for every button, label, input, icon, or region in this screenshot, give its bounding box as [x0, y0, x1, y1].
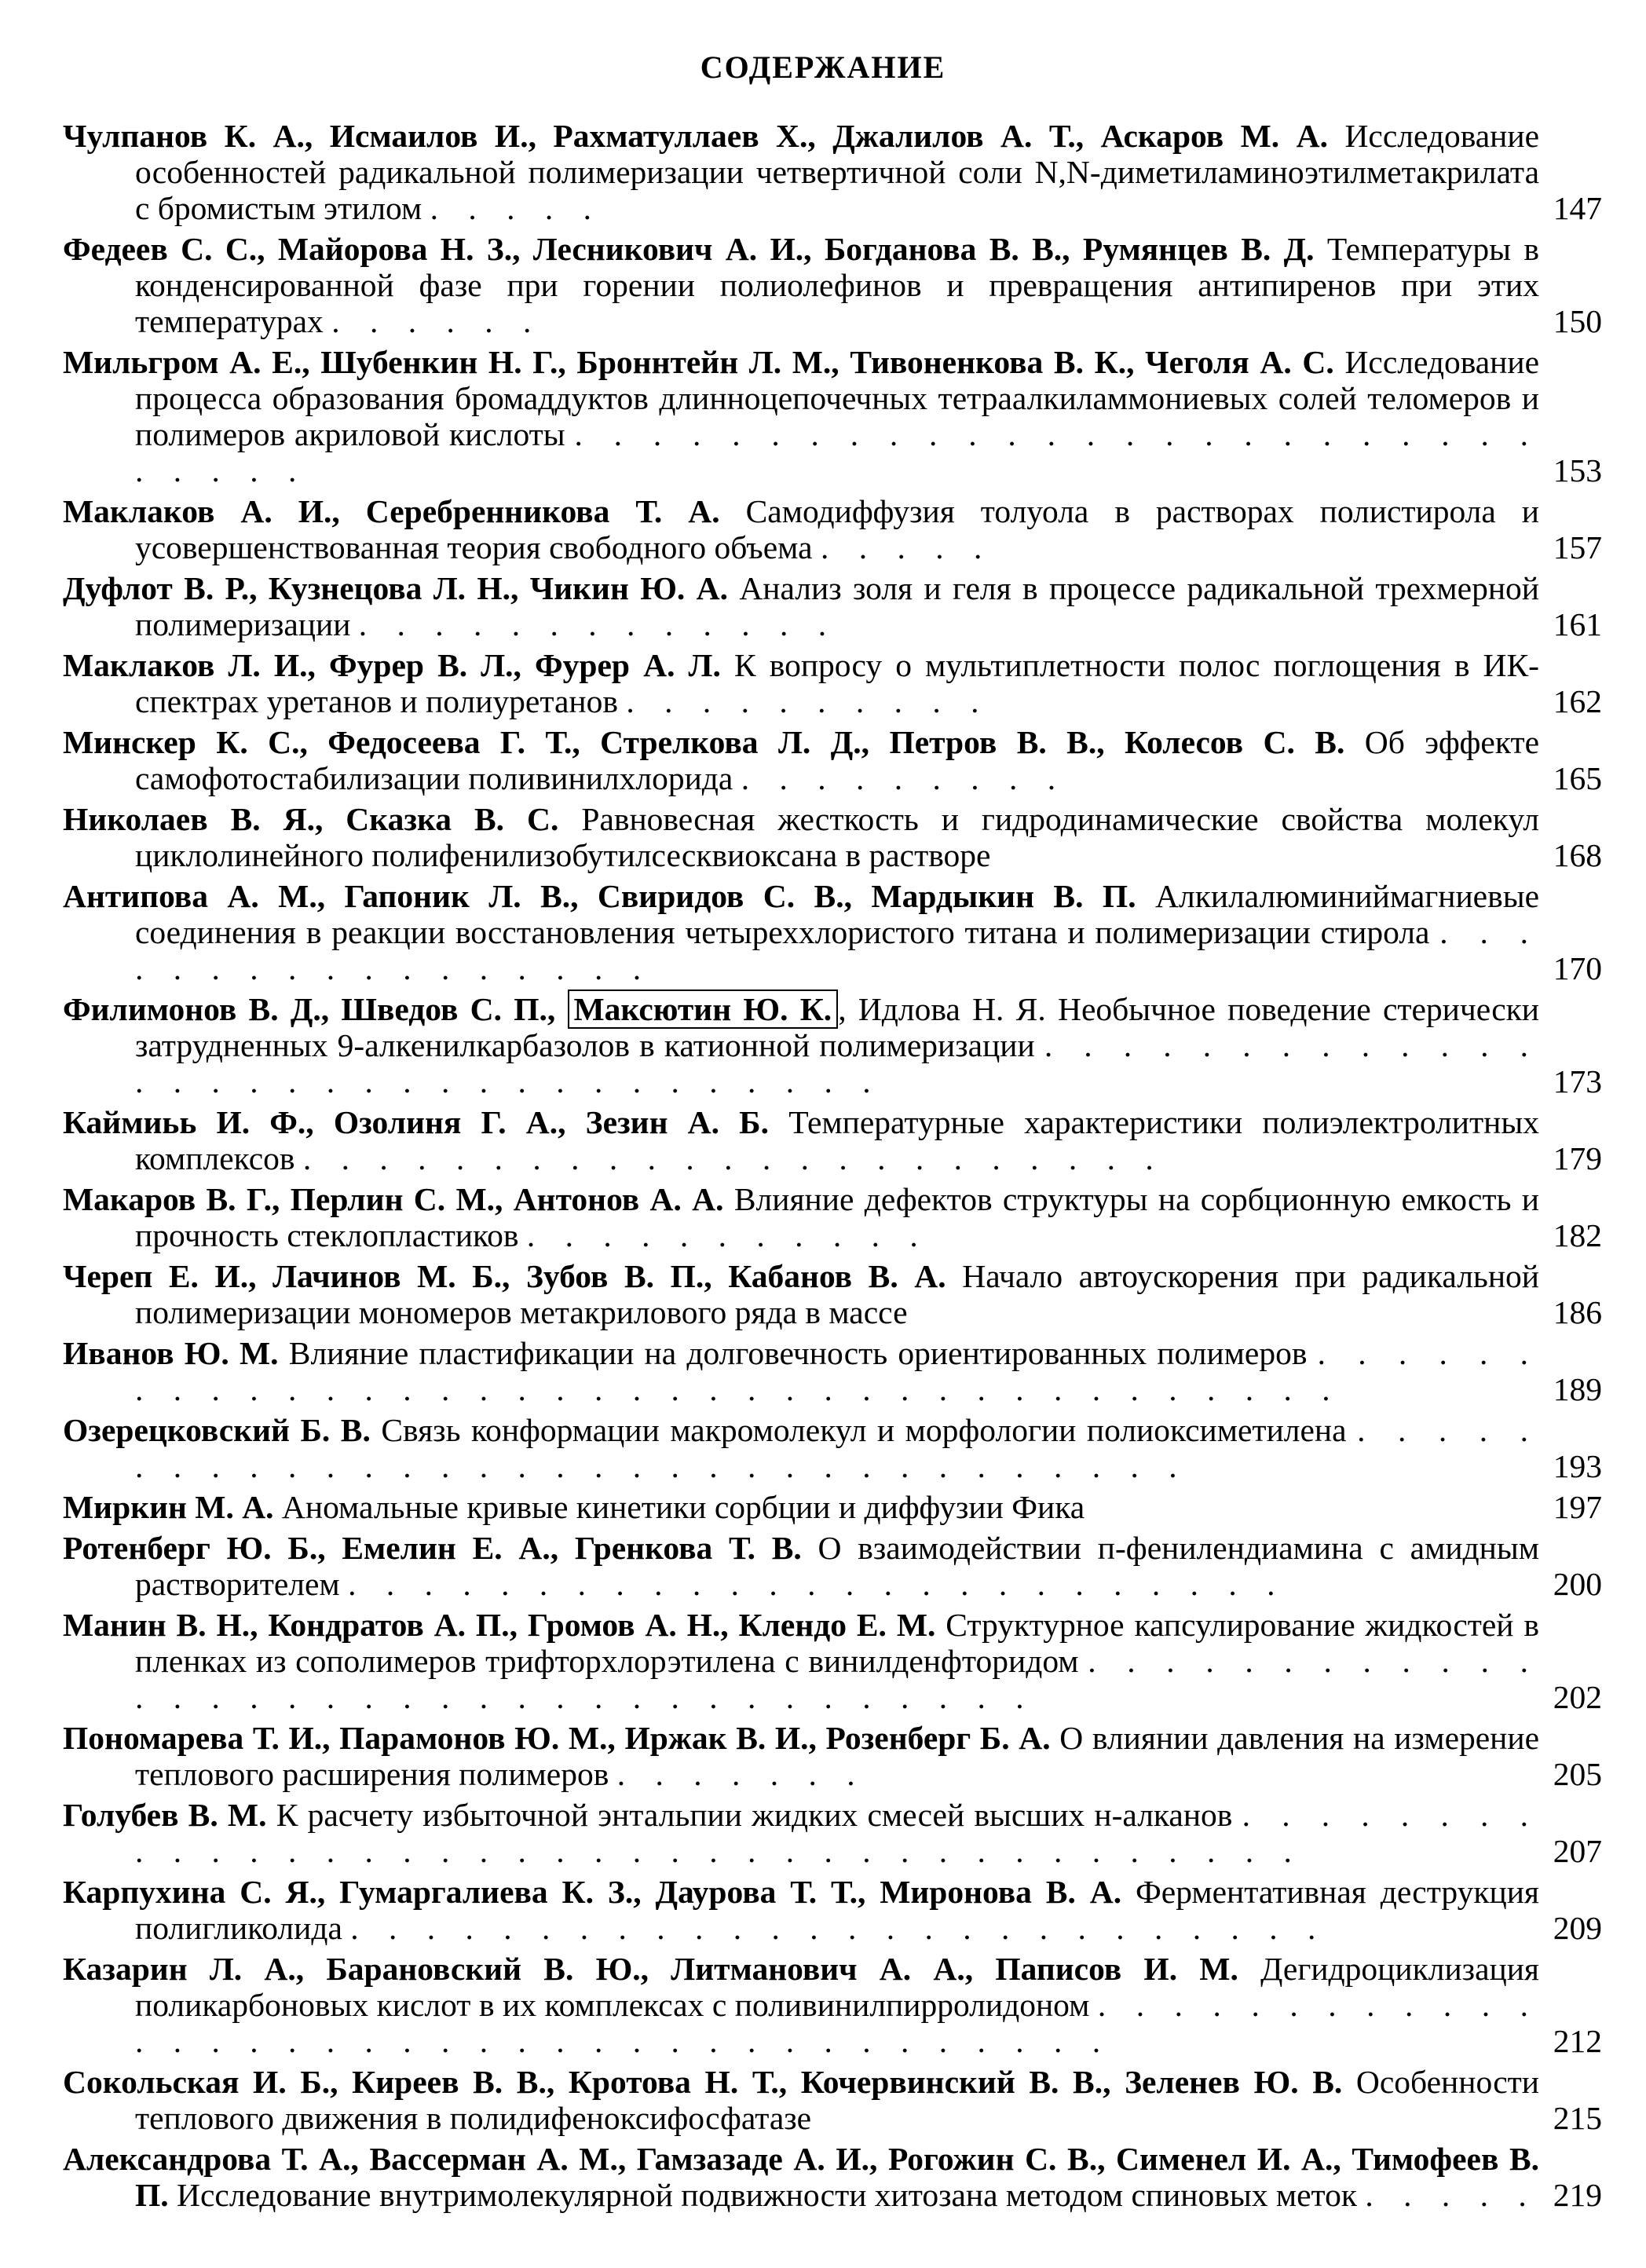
toc-entry-text: [63, 1412, 1539, 1484]
entry-title: Необычное поведение стерически затрудненных 9-алкенилкарбазолов в катионной полимеризации: [135, 991, 1540, 1063]
leader-dots: . . . . . . . . . . . . .: [358, 606, 838, 642]
toc-entry: [63, 1181, 1602, 1253]
entry-page-number: 215: [1553, 2100, 1602, 2136]
entry-page-number: 168: [1553, 837, 1602, 873]
toc-entry: [63, 1951, 1602, 2059]
entry-authors: Филимонов В. Д., Шведов С. П.,: [63, 991, 556, 1027]
leader-dots: . . . . .: [430, 190, 603, 226]
entry-page-number: 173: [1553, 1063, 1602, 1099]
entry-page-number: 157: [1553, 529, 1602, 565]
entry-title: Алкилалюминиймагниевые соединения в реакции восстановления четыреххлористого титана и полимеризации стирола: [135, 878, 1539, 950]
entry-title: Исследование процесса образования бромаддуктов длинноцепочечных тетраалкиламмониевых солей теломеров и полимеров акриловой кислоты: [135, 344, 1539, 452]
leader-dots: . . . . . . . . . . . . . . . . . . . . . . . . . .: [350, 1910, 1327, 1946]
toc-entry: [63, 493, 1602, 565]
entry-authors: Казарин Л. А., Барановский В. Ю., Литманович А. А., Паписов И. М.: [63, 1951, 1238, 1987]
toc-entry: [63, 1412, 1602, 1484]
entry-page-number: 161: [1553, 606, 1602, 642]
entry-page-number: 209: [1553, 1910, 1602, 1946]
entry-title: Исследование особенностей радикальной полимеризации четвертичной соли N,N-диметиламиноэтилметакрилата с бромистым этилом: [135, 118, 1539, 226]
toc-entry-text: [63, 231, 1539, 339]
toc-list: [63, 118, 1602, 2218]
entry-authors: Маклаков А. И., Серебренникова Т. А.: [63, 493, 720, 529]
entry-title: О взаимодействии п-фенилендиамина с амидным растворителем: [135, 1530, 1540, 1602]
toc-entry: [63, 2141, 1602, 2213]
toc-entry-text: [63, 344, 1539, 488]
toc-entry-text: [63, 1720, 1539, 1792]
toc-entry: [63, 801, 1602, 873]
toc-entry: [63, 118, 1602, 226]
toc-entry-text: [63, 118, 1539, 226]
toc-entry-text: [63, 2141, 1539, 2213]
entry-title: Особенности теплового движения в полидифеноксифосфатазе: [135, 2064, 1540, 2136]
entry-title: Структурное капсулирование жидкостей в пленках из сополимеров трифторхлорэтилена с винилденфторидом: [135, 1607, 1539, 1679]
toc-entry-text: [63, 801, 1539, 873]
entry-title: К вопросу о мультиплетности полос поглощения в ИК-спектрах уретанов и полиуретанов: [135, 647, 1539, 719]
entry-page-number: 162: [1553, 683, 1602, 719]
leader-dots: . . . . .: [820, 529, 993, 565]
entry-authors: Пономарева Т. И., Парамонов Ю. М., Иржак В. И., Розенберг Б. А.: [63, 1720, 1051, 1756]
entry-page-number: 147: [1553, 190, 1602, 226]
entry-authors: Макаров В. Г., Перлин С. М., Антонов А. А.: [63, 1181, 724, 1217]
entry-title: Аномальные кривые кинетики сорбции и диффузии Фика: [281, 1489, 1085, 1525]
entry-authors: Дуфлот В. Р., Кузнецова Л. Н., Чикин Ю. А.: [63, 570, 728, 606]
entry-authors: Александрова Т. А., Вассерман А. М., Гамзазаде А. И., Рогожин С. В., Сименел И. А., Тимофеев В. П.: [63, 2141, 1539, 2213]
toc-entry: [63, 570, 1602, 642]
toc-entry: [63, 1335, 1602, 1407]
entry-page-number: 207: [1553, 1833, 1602, 1869]
boxed-author-name: Максютин Ю. К.: [568, 990, 839, 1029]
toc-entry-text: [63, 1607, 1539, 1715]
entry-title: О влиянии давления на измерение теплового расширения полимеров: [135, 1720, 1539, 1792]
entry-page-number: 165: [1553, 760, 1602, 796]
toc-entry-text: [63, 1797, 1539, 1869]
leader-dots: . . . . . . . . . . . . . . . . . . . . . . . . . . . . . .: [135, 416, 1539, 488]
leader-dots: . . . . . . . . . . . . . . . . . . . . . . .: [302, 1140, 1165, 1176]
entry-page-number: 197: [1553, 1489, 1602, 1525]
entry-authors: Манин В. Н., Кондратов А. П., Громов А. Н., Клендо Е. М.: [63, 1607, 936, 1643]
leader-dots: . . . . . .: [331, 303, 543, 339]
toc-entry: [63, 1530, 1602, 1602]
entry-authors: Чулпанов К. А., Исмаилов И., Рахматуллаев Х., Джалилов А. Т., Аскаров М. А.: [63, 118, 1328, 154]
toc-entry: [63, 647, 1602, 719]
entry-page-number: 170: [1553, 950, 1602, 986]
toc-entry: [63, 231, 1602, 339]
leader-dots: . . . . . . . . . . .: [526, 1217, 929, 1253]
toc-entry-text: [63, 570, 1539, 642]
leader-dots: . . . . . . . . . . . . . . . . . . . . . . . . . . . . . . . . .: [135, 1027, 1539, 1099]
leader-dots: . . . . . . . . . . . . . . . . . . . . . . . . . . . . . . . . .: [135, 1412, 1539, 1484]
entry-authors: Ротенберг Ю. Б., Емелин Е. А., Гренкова Т. В.: [63, 1530, 802, 1566]
entry-authors: Маклаков Л. И., Фурер В. Л., Фурер А. Л.: [63, 647, 721, 683]
toc-entry: [63, 1258, 1602, 1330]
entry-title: Равновесная жесткость и гидродинамические свойства молекул циклолинейного полифенилизобутилсесквиоксана в растворе: [135, 801, 1540, 873]
toc-entry: [63, 1720, 1602, 1792]
entry-page-number: 193: [1553, 1448, 1602, 1484]
leader-dots: . . . . . . . . .: [741, 760, 1067, 796]
entry-page-number: 186: [1553, 1294, 1602, 1330]
entry-title: Ферментативная деструкция полигликолида: [135, 1874, 1539, 1946]
toc-entry-text: [63, 1335, 1539, 1407]
entry-page-number: 200: [1553, 1566, 1602, 1602]
toc-entry: [63, 1607, 1602, 1715]
toc-entry-text: [63, 2064, 1539, 2136]
toc-entry: [63, 991, 1602, 1099]
toc-entry: [63, 878, 1602, 986]
entry-authors: Минскер К. С., Федосеева Г. Т., Стрелкова Л. Д., Петров В. В., Колесов С. В.: [63, 724, 1345, 760]
entry-page-number: 212: [1553, 2023, 1602, 2059]
entry-page-number: 153: [1553, 452, 1602, 488]
toc-entry-text: [63, 647, 1539, 719]
entry-page-number: 205: [1553, 1756, 1602, 1792]
entry-title: Начало автоускорения при радикальной полимеризации мономеров метакрилового ряда в массе: [135, 1258, 1539, 1330]
leader-dots: . . . . . . . . . .: [626, 683, 990, 719]
toc-entry-text: [63, 1104, 1539, 1176]
entry-title: Связь конформации макромолекул и морфологии полиоксиметилена: [381, 1412, 1347, 1448]
entry-authors: Озерецковский Б. В.: [63, 1412, 371, 1448]
entry-title: Самодиффузия толуола в растворах полистирола и усовершенствованная теория свободного объема: [135, 493, 1540, 565]
leader-dots: . . . . . . . . . . . . . . . . . . . . . . . . . . . . . . . . . . . .: [135, 1643, 1539, 1715]
entry-authors: Карпухина С. Я., Гумаргалиева К. З., Даурова Т. Т., Миронова В. А.: [63, 1874, 1122, 1910]
entry-authors: Федеев С. С., Майорова Н. З., Лесникович А. И., Богданова В. В., Румянцев В. Д.: [63, 231, 1315, 267]
leader-dots: . . . . . . . . . . . . . . . . . . . . . . . . . . . . . . . . . . . . . . .: [135, 1797, 1540, 1869]
entry-title: Исследование внутримолекулярной подвижности хитозана методом спиновых меток: [177, 2177, 1358, 2213]
entry-title: К расчету избыточной энтальпии жидких смесей высших н-алканов: [276, 1797, 1233, 1833]
leader-dots: . . . . .: [1365, 2177, 1538, 2213]
toc-entry-text: [63, 1874, 1539, 1946]
entry-page-number: 219: [1553, 2177, 1602, 2213]
toc-entry: [63, 2064, 1602, 2136]
page-title: СОДЕРЖАНИЕ: [700, 49, 946, 85]
toc-entry: [63, 724, 1602, 796]
entry-authors: Сокольская И. Б., Киреев В. В., Кротова Н. Т., Кочервинский В. В., Зеленев Ю. В.: [63, 2064, 1343, 2100]
leader-dots: . . . . . . .: [616, 1756, 866, 1792]
toc-entry-text: [63, 1258, 1539, 1330]
entry-page-number: 182: [1553, 1217, 1602, 1253]
entry-title: Влияние дефектов структуры на сорбционную емкость и прочность стеклопластиков: [135, 1181, 1539, 1253]
entry-title: Анализ золя и геля в процессе радикальной трехмерной полимеризации: [135, 570, 1539, 642]
leader-dots: . . . . . . . . . . . . . . . . . . . . . . . . . . . . . . . . . . . . . .: [135, 1335, 1539, 1407]
leader-dots: . . . . . . . . . . . . . . . . . . . . . . . . . . . . . . . . . . . . . .: [135, 1987, 1540, 2059]
toc-entry-text: [63, 878, 1539, 986]
entry-authors: Мильгром А. Е., Шубенкин Н. Г., Броннтейн Л. М., Тивоненкова В. К., Чеголя А. С.: [63, 344, 1334, 380]
toc-entry-text: [63, 1181, 1539, 1253]
entry-authors: Каймиьь И. Ф., Озолиня Г. А., Зезин А. Б.: [63, 1104, 769, 1140]
entry-authors: Антипова А. М., Гапоник Л. В., Свиридов С. В., Мардыкин В. П.: [63, 878, 1136, 914]
entry-title: Об эффекте самофотостабилизации поливинилхлорида: [135, 724, 1540, 796]
entry-authors: Череп Е. И., Лачинов М. Б., Зубов В. П., Кабанов В. А.: [63, 1258, 946, 1294]
entry-page-number: 189: [1553, 1371, 1602, 1407]
entry-page-number: 202: [1553, 1679, 1602, 1715]
toc-entry: [63, 1874, 1602, 1946]
entry-title: Дегидроциклизация поликарбоновых кислот в их комплексах с поливинилпирролидоном: [135, 1951, 1539, 2023]
entry-title: Температурные характеристики полиэлектролитных комплексов: [135, 1104, 1539, 1176]
entry-authors: Иванов Ю. М.: [63, 1335, 279, 1371]
entry-page-number: 179: [1553, 1140, 1602, 1176]
leader-dots: . . . . . . . . . . . . . . . . .: [135, 914, 1540, 986]
toc-entry: [63, 1489, 1602, 1525]
toc-entry-text: [63, 991, 1539, 1099]
toc-entry-text: [63, 724, 1539, 796]
entry-title: Температуры в конденсированной фазе при горении полиолефинов и превращения антипиренов при этих температурах: [135, 231, 1540, 339]
entry-page-number: 150: [1553, 303, 1602, 339]
toc-entry: [63, 1104, 1602, 1176]
entry-authors: Миркин М. А.: [63, 1489, 274, 1525]
leader-dots: . . . . . . . . . . . . . . . . . . . . . . . . .: [348, 1566, 1286, 1602]
toc-entry-text: [63, 1951, 1539, 2059]
toc-entry-text: [63, 493, 1539, 565]
toc-entry: [63, 1797, 1602, 1869]
entry-authors: Голубев В. М.: [63, 1797, 267, 1833]
toc-entry: [63, 344, 1602, 488]
entry-authors: Николаев В. Я., Сказка В. С.: [63, 801, 559, 837]
entry-title: Влияние пластификации на долговечность ориентированных полимеров: [288, 1335, 1308, 1371]
toc-entry-text: [63, 1489, 1539, 1525]
entry-authors-after: , Идлова Н. Я.: [838, 991, 1046, 1027]
toc-entry-text: [63, 1530, 1539, 1602]
